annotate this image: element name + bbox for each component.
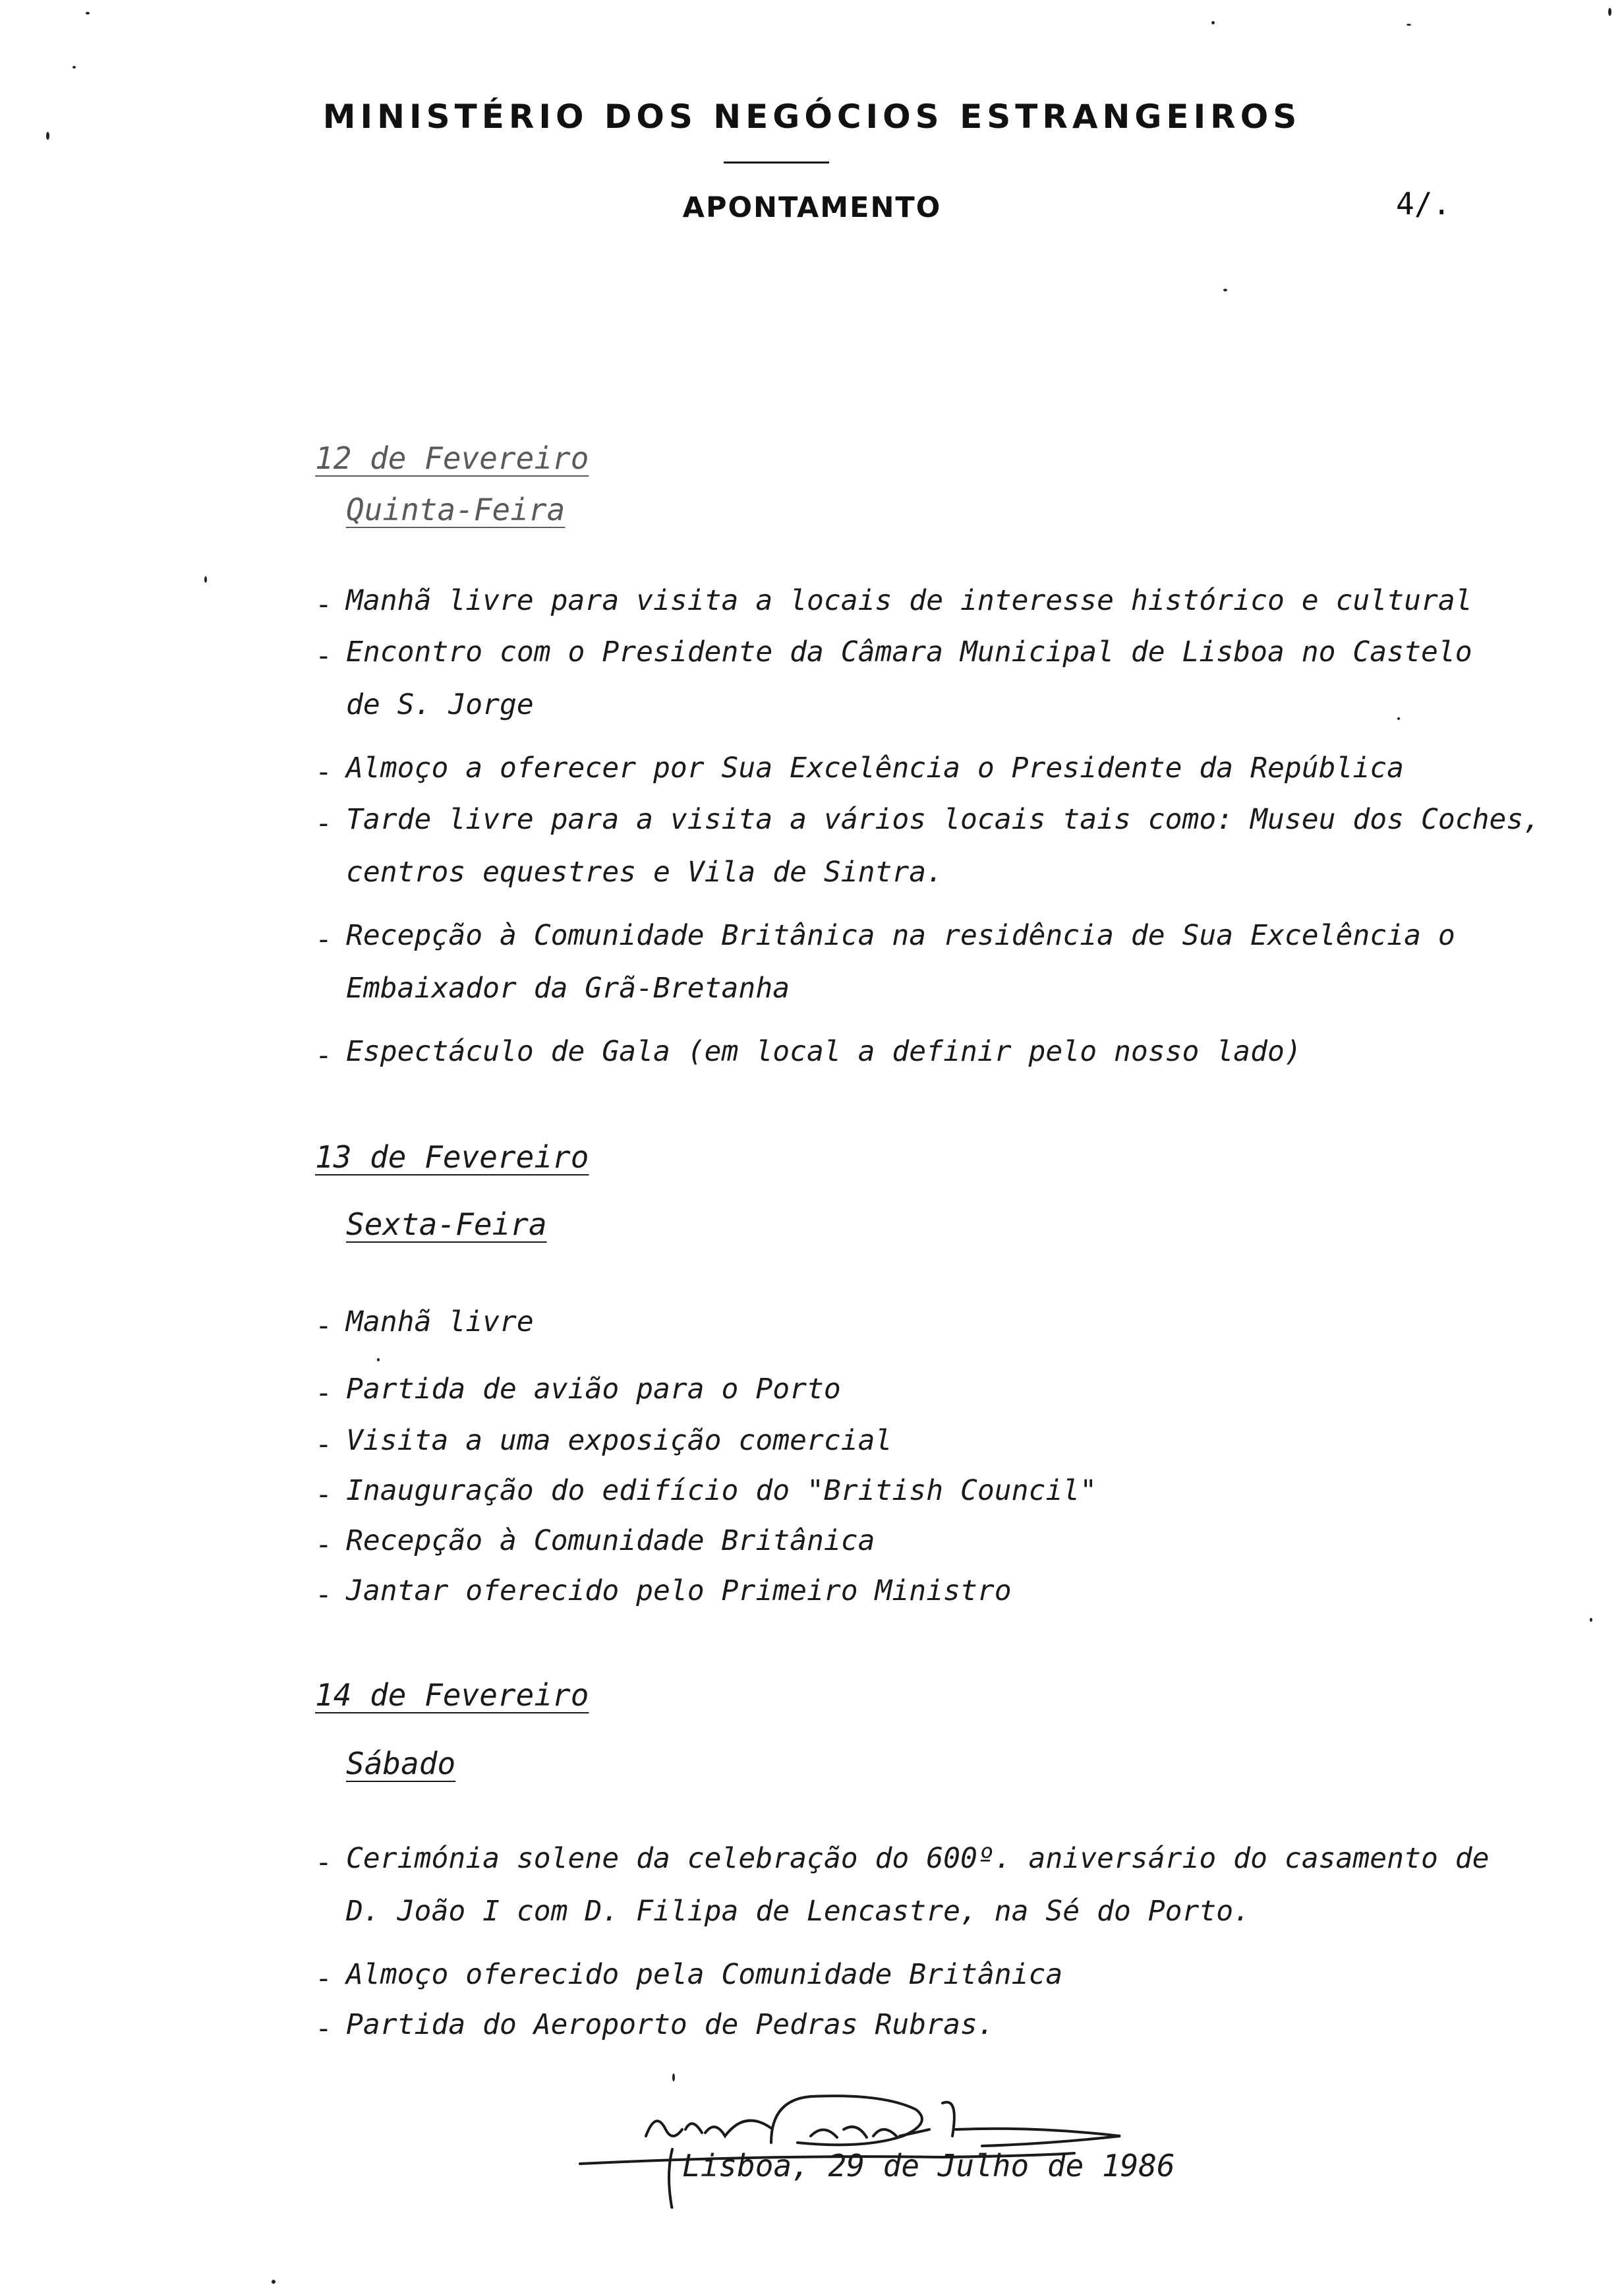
list-dash: - [315,639,332,672]
list-dash: - [315,1528,332,1561]
ministry-header: MINISTÉRIO DOS NEGÓCIOS ESTRANGEIROS [322,98,1302,136]
list-item: Almoço a oferecer por Sua Excelência o Presidente da República [346,752,1405,785]
list-item: Manhã livre [346,1305,534,1338]
list-item: Recepção à Comunidade Britânica na residência de Sua Excelência o [346,919,1455,952]
day-weekday: Sexta-Feira [346,1206,547,1242]
list-item: Cerimónia solene da celebração do 600º. aniversário do casamento de [346,1842,1490,1875]
list-dash: - [315,1039,332,1072]
scan-speck [72,66,76,69]
document-title: APONTAMENTO [682,191,942,224]
list-item: Jantar oferecido pelo Primeiro Ministro [346,1574,1012,1607]
scan-speck [1223,289,1227,291]
list-dash: - [315,1428,332,1461]
scan-speck [1608,8,1611,16]
list-dash: - [315,1478,332,1511]
list-dash: - [315,756,332,788]
list-item: Visita a uma exposição comercial [346,1424,892,1457]
scan-speck [204,576,207,583]
scan-speck [1406,24,1411,26]
scan-speck [1590,1618,1592,1622]
list-item: Tarde livre para a visita a vários locais tais como: Museu dos Coches, [346,803,1541,836]
day-date: 14 de Fevereiro [315,1677,589,1713]
header-divider [724,162,829,164]
list-item: Recepção à Comunidade Britânica [346,1524,875,1557]
list-dash: - [315,2012,332,2045]
day-weekday: Quinta-Feira [346,492,566,527]
list-item: Manhã livre para visita a locais de interesse histórico e cultural [346,584,1472,617]
list-item: Encontro com o Presidente da Câmara Municipal de Lisboa no Castelo [346,636,1472,669]
page-number: 4/. [1396,186,1451,222]
scan-speck [1397,717,1400,720]
list-item-continuation: Embaixador da Grã-Bretanha [346,972,790,1005]
scan-speck [86,12,90,15]
list-dash: - [315,1578,332,1611]
list-dash: - [315,1309,332,1342]
place-and-date: Lisboa, 29 de Julho de 1986 [682,2148,1175,2184]
list-dash: - [315,588,332,621]
list-dash: - [315,1962,332,1995]
list-item: Espectáculo de Gala (em local a definir pelo nosso lado) [346,1035,1302,1068]
day-weekday: Sábado [346,1746,456,1781]
list-item-continuation: D. João I com D. Filipa de Lencastre, na Sé do Porto. [346,1895,1251,1928]
list-dash: - [315,1846,332,1879]
day-date: 12 de Fevereiro [315,440,589,476]
list-item: Partida de avião para o Porto [346,1373,841,1406]
list-dash: - [315,923,332,956]
scan-speck [1211,21,1215,24]
list-item: Partida do Aeroporto de Pedras Rubras. [346,2008,995,2041]
list-dash: - [315,1377,332,1410]
list-item: Inauguração do edifício do "British Council" [346,1474,1097,1507]
day-date: 13 de Fevereiro [315,1139,589,1175]
list-item-continuation: centros equestres e Vila de Sintra. [346,856,944,889]
scan-speck [377,1358,380,1361]
scan-speck [272,2280,276,2284]
scan-speck [46,132,49,140]
list-item-continuation: de S. Jorge [346,688,534,721]
scan-speck [672,2073,675,2081]
list-dash: - [315,807,332,840]
list-item: Almoço oferecido pela Comunidade Britânica [346,1958,1063,1991]
